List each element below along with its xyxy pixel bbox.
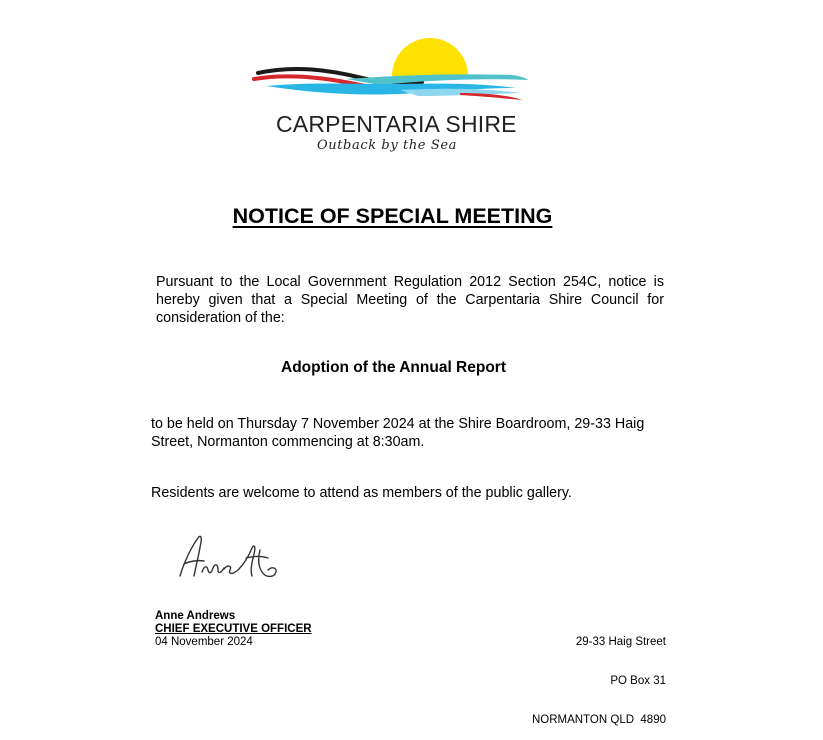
address-street: 29-33 Haig Street xyxy=(575,636,666,648)
logo-teal-wave xyxy=(346,74,528,85)
logo-graphic xyxy=(250,32,535,112)
public-welcome: Residents are welcome to attend as members of the public gallery. xyxy=(151,485,572,501)
signatory-role: CHIEF EXECUTIVE OFFICER xyxy=(155,623,312,635)
council-address xyxy=(532,610,666,740)
notice-date: 04 November 2024 xyxy=(155,636,253,648)
address-locality: NORMANTON QLD 4890 xyxy=(532,714,666,726)
logo-name: CARPENTARIA SHIRE xyxy=(276,111,517,137)
logo-sun xyxy=(392,38,468,76)
meeting-details: to be held on Thursday 7 November 2024 at the Shire Boardroom, 29-33 Haig Street, Normanton commencing at 8:30am. xyxy=(151,416,645,450)
notice-intro: Pursuant to the Local Government Regulation 2012 Section 254C, notice is hereby given that a Special Meeting of the Carpentaria Shire Council for consideration of the: xyxy=(156,274,664,326)
signatory-name: Anne Andrews xyxy=(155,610,236,622)
handwritten-signature xyxy=(174,528,304,588)
notice-title: NOTICE OF SPECIAL MEETING xyxy=(232,204,553,228)
council-logo xyxy=(250,32,535,162)
signature-block xyxy=(155,610,312,649)
logo-tagline: Outback by the Sea xyxy=(317,138,457,153)
meeting-subject: Adoption of the Annual Report xyxy=(281,359,506,376)
address-po-box: PO Box 31 xyxy=(610,675,666,687)
